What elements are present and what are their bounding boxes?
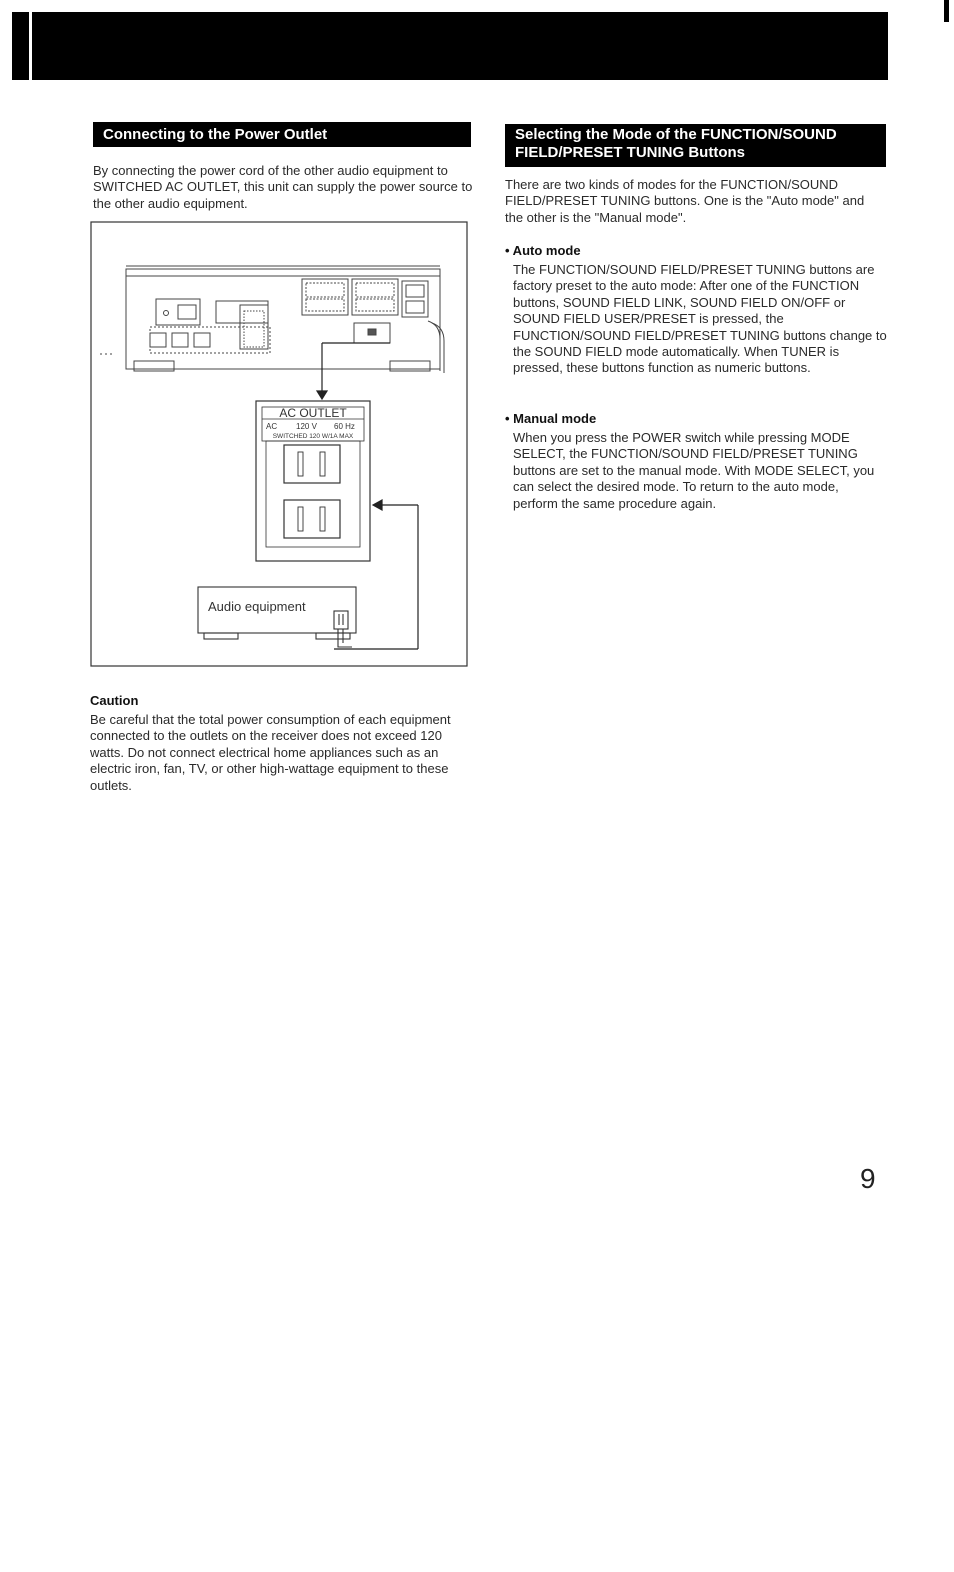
ac-outlet-voltage: 120 V bbox=[296, 422, 317, 431]
ac-outlet-ac: AC bbox=[266, 422, 278, 431]
ac-outlet-title: AC OUTLET bbox=[279, 406, 347, 420]
ac-outlet-frequency: 60 Hz bbox=[334, 422, 355, 431]
connector-arrow-down bbox=[317, 343, 390, 399]
top-banner bbox=[12, 12, 888, 80]
page-number: 9 bbox=[860, 1163, 876, 1194]
caution-heading: Caution bbox=[90, 693, 139, 708]
section-heading-power-outlet: Connecting to the Power Outlet bbox=[93, 122, 471, 147]
power-outlet-intro: By connecting the power cord of the other audio equipment to SWITCHED AC OUTLET, this unit can supply the power source to the other audio equipment. bbox=[93, 163, 473, 211]
manual-mode-body: When you press the POWER switch while pressing MODE SELECT, the FUNCTION/SOUND FIELD/PRESET TUNING buttons are set to the manual mode. With MODE SELECT, you can select the desired mode. To return to the auto mode, perform the same procedure again. bbox=[513, 430, 875, 511]
auto-mode-body: The FUNCTION/SOUND FIELD/PRESET TUNING buttons are factory preset to the auto mode: After one of the FUNCTION buttons, SOUND FIELD LINK, SOUND FIELD ON/OFF or SOUND FIELD USER/PRESET is pressed, the FUNCTION/SOUND FIELD/PRESET TUNING buttons change to the SOUND FIELD mode automatically. When TUNER is pressed, these buttons function as numeric buttons. bbox=[513, 262, 887, 376]
ac-outlet-rating: SWITCHED 120 W/1A MAX bbox=[272, 433, 354, 440]
manual-mode-heading: • Manual mode bbox=[505, 411, 597, 426]
banner-notch bbox=[29, 12, 32, 80]
audio-equipment-label: Audio equipment bbox=[208, 599, 306, 614]
mode-selection-intro: There are two kinds of modes for the FUNCTION/SOUND FIELD/PRESET TUNING buttons. One is the "Auto mode" and the other is the "Manual mode". bbox=[505, 177, 865, 225]
caution-body: Be careful that the total power consumption of each equipment connected to the outlets on the receiver does not exceed 120 watts. Do not connect electrical home appliances such as an electric iron, fan, TV, or other high-wattage equipment to these outlets. bbox=[90, 712, 451, 793]
audio-equipment-icon bbox=[198, 587, 356, 647]
edge-mark bbox=[944, 0, 949, 22]
auto-mode-heading: • Auto mode bbox=[505, 243, 581, 258]
connector-arrow-left bbox=[334, 500, 418, 649]
section-heading-mode-selection: Selecting the Mode of the FUNCTION/SOUND FIELD/PRESET TUNING Buttons bbox=[505, 124, 886, 167]
power-outlet-diagram bbox=[90, 221, 468, 668]
receiver-rear-panel-icon bbox=[100, 266, 444, 373]
